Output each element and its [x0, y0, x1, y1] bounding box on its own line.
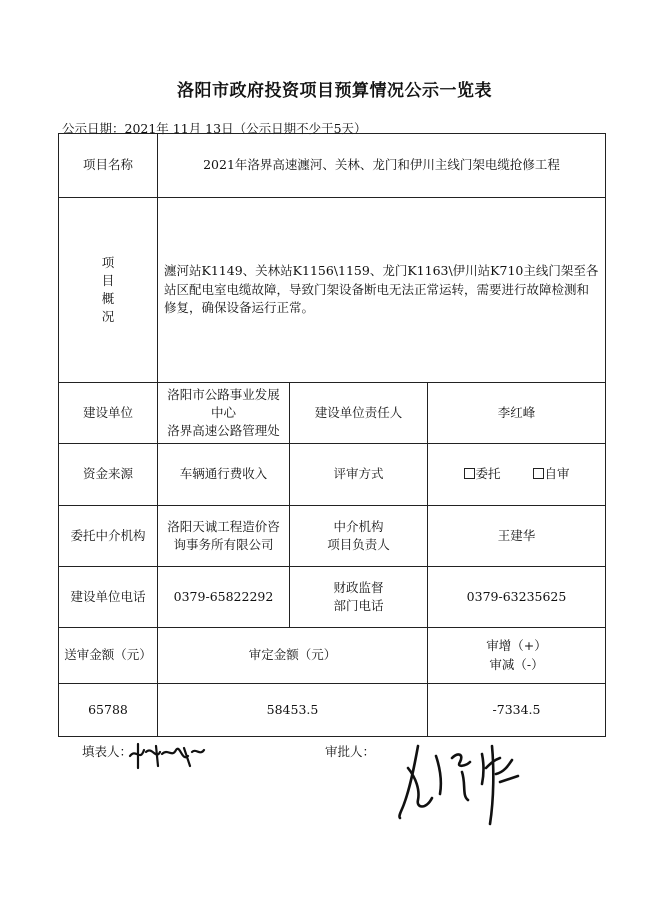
- agency-lead-label: 中介机构 项目负责人: [290, 506, 428, 567]
- project-name-value: 2021年洛界高速瀍河、关林、龙门和伊川主线门架电缆抢修工程: [158, 134, 606, 198]
- builder-row: [59, 383, 606, 444]
- builder-label: 建设单位: [59, 383, 158, 444]
- phone-row: [59, 567, 606, 628]
- finance-label: 财政监督 部门电话: [290, 567, 428, 628]
- diff-label: 审增（+） 审减（-）: [428, 628, 606, 684]
- review-method-label: 评审方式: [290, 444, 428, 506]
- approver-signature: [396, 738, 546, 828]
- filler-signature: [126, 738, 206, 774]
- submitted-value: 65788: [59, 684, 158, 737]
- builder-lead-label: 建设单位责任人: [290, 383, 428, 444]
- overview-label: 项 目 概 况: [59, 198, 158, 383]
- review-method-options: [428, 444, 606, 506]
- agency-label: 委托中介机构: [59, 506, 158, 567]
- checkbox-icon: [464, 468, 475, 479]
- phone-value: 0379-65822292: [158, 567, 290, 628]
- submitted-label: 送审金额（元）: [59, 628, 158, 684]
- publish-date: 公示日期：2021年 11月 13日（公示日期不少于5天）: [62, 121, 367, 136]
- builder-value: 洛阳市公路事业发展 中心 洛界高速公路管理处: [158, 383, 290, 444]
- diff-value: -7334.5: [428, 684, 606, 737]
- phone-label: 建设单位电话: [59, 567, 158, 628]
- review-option-self[interactable]: 自审: [533, 465, 570, 483]
- approver-label: 审批人：: [325, 744, 376, 759]
- filler-label: 填表人：: [82, 744, 133, 759]
- budget-table: [58, 133, 606, 737]
- fund-source-label: 资金来源: [59, 444, 158, 506]
- approved-label: 审定金额（元）: [158, 628, 428, 684]
- page-title: 洛阳市政府投资项目预算情况公示一览表: [177, 81, 492, 101]
- builder-lead-value: 李红峰: [428, 383, 606, 444]
- finance-phone-value: 0379-63235625: [428, 567, 606, 628]
- agency-lead-value: 王建华: [428, 506, 606, 567]
- overview-row: [59, 198, 606, 383]
- project-name-row: [59, 134, 606, 198]
- checkbox-icon: [533, 468, 544, 479]
- fund-row: [59, 444, 606, 506]
- approved-value: 58453.5: [158, 684, 428, 737]
- review-option-entrust[interactable]: 委托: [464, 465, 501, 483]
- agency-row: [59, 506, 606, 567]
- project-name-label: 项目名称: [59, 134, 158, 198]
- overview-value: 瀍河站K1149、关林站K1156\1159、龙门K1163\伊川站K710主线门架至各站区配电室电缆故障，导致门架设备断电无法正常运转，需要进行故障检测和修复，确保设备运行正常。: [158, 198, 606, 383]
- amount-header-row: [59, 628, 606, 684]
- agency-value: 洛阳天诚工程造价咨 询事务所有限公司: [158, 506, 290, 567]
- amount-value-row: [59, 684, 606, 737]
- fund-source-value: 车辆通行费收入: [158, 444, 290, 506]
